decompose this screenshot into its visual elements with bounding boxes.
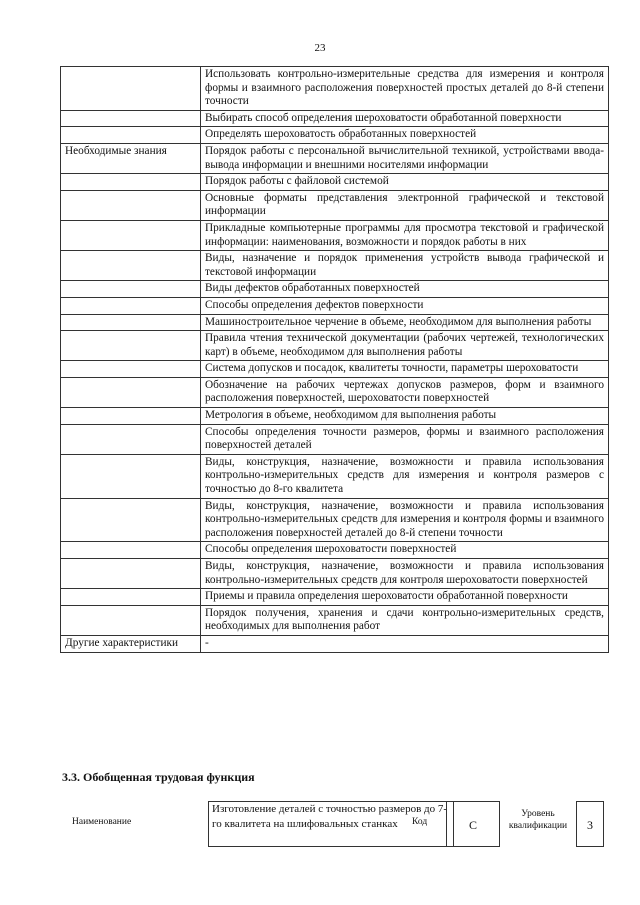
row-label bbox=[61, 605, 201, 635]
code-value: C bbox=[446, 801, 500, 847]
row-text: Обозначение на рабочих чертежах допусков размеров, форм и взаимного расположения поверхностей, шероховатости поверхностей bbox=[201, 377, 609, 407]
row-label bbox=[61, 220, 201, 250]
knowledge-row bbox=[61, 454, 609, 498]
row-text: Порядок работы с файловой системой bbox=[201, 174, 609, 191]
knowledge-row bbox=[61, 589, 609, 606]
row-text: Виды, назначение и порядок применения устройств вывода графической и текстовой информации bbox=[201, 251, 609, 281]
other-characteristics-row bbox=[61, 635, 609, 652]
row-label bbox=[61, 251, 201, 281]
skills-knowledge-table bbox=[60, 66, 609, 653]
row-label bbox=[61, 559, 201, 589]
row-label bbox=[61, 174, 201, 191]
knowledge-row bbox=[61, 605, 609, 635]
row-label bbox=[61, 377, 201, 407]
row-label bbox=[61, 314, 201, 331]
row-text: Способы определения дефектов поверхности bbox=[201, 297, 609, 314]
function-summary-row bbox=[62, 797, 610, 849]
knowledge-row bbox=[61, 408, 609, 425]
row-label bbox=[61, 190, 201, 220]
row-text: Основные форматы представления электронной графической и текстовой информации bbox=[201, 190, 609, 220]
knowledge-row bbox=[61, 331, 609, 361]
knowledge-row bbox=[61, 220, 609, 250]
row-label bbox=[61, 408, 201, 425]
row-label bbox=[61, 281, 201, 298]
row-label bbox=[61, 110, 201, 127]
row-text: Определять шероховатость обработанных поверхностей bbox=[201, 127, 609, 144]
row-text: Порядок получения, хранения и сдачи контрольно-измерительных средств, необходимых для выполнения работ bbox=[201, 605, 609, 635]
row-label bbox=[61, 331, 201, 361]
table-row bbox=[61, 110, 609, 127]
knowledge-row bbox=[61, 498, 609, 542]
knowledge-row bbox=[61, 314, 609, 331]
row-text: Система допусков и посадок, квалитеты точности, параметры шероховатости bbox=[201, 361, 609, 378]
row-label: Необходимые знания bbox=[61, 143, 201, 173]
knowledge-row bbox=[61, 424, 609, 454]
knowledge-row bbox=[61, 143, 609, 173]
knowledge-row bbox=[61, 281, 609, 298]
page-number: 23 bbox=[314, 42, 326, 54]
row-text: Способы определения шероховатости поверхностей bbox=[201, 542, 609, 559]
row-text: Прикладные компьютерные программы для просмотра текстовой и графической информации: наименования, возможности и порядок работы в них bbox=[201, 220, 609, 250]
level-label: Уровень квалификации bbox=[508, 809, 568, 831]
row-text: Порядок работы с персональной вычислительной техникой, устройствами ввода-вывода информации и внешними носителями информации bbox=[201, 143, 609, 173]
row-label bbox=[61, 542, 201, 559]
row-text: Способы определения точности размеров, формы и взаимного расположения поверхностей деталей bbox=[201, 424, 609, 454]
section-heading: 3.3. Обобщенная трудовая функция bbox=[62, 770, 255, 784]
knowledge-row bbox=[61, 361, 609, 378]
row-label bbox=[61, 127, 201, 144]
row-label bbox=[61, 498, 201, 542]
row-text: Виды, конструкция, назначение, возможности и правила использования контрольно-измерительных средств для измерения и контроля формы и взаимного расположения поверхностей деталей до 8-й степени точности bbox=[201, 498, 609, 542]
other-label: Другие характеристики bbox=[61, 635, 201, 652]
knowledge-row bbox=[61, 190, 609, 220]
name-value: Изготовление деталей с точностью размеров до 7-го квалитета на шлифовальных станках bbox=[208, 801, 454, 847]
row-label bbox=[61, 67, 201, 111]
row-label bbox=[61, 297, 201, 314]
row-text: Правила чтения технической документации (рабочих чертежей, технологических карт) в объеме, необходимом для выполнения работы bbox=[201, 331, 609, 361]
knowledge-row bbox=[61, 542, 609, 559]
row-text: Выбирать способ определения шероховатости обработанной поверхности bbox=[201, 110, 609, 127]
level-value: 3 bbox=[576, 801, 604, 847]
row-text: Машиностроительное черчение в объеме, необходимом для выполнения работы bbox=[201, 314, 609, 331]
row-label bbox=[61, 361, 201, 378]
knowledge-row bbox=[61, 559, 609, 589]
row-text: Использовать контрольно-измерительные средства для измерения и контроля формы и взаимного расположения поверхностей простых деталей до 8-й степени точности bbox=[201, 67, 609, 111]
row-label bbox=[61, 424, 201, 454]
knowledge-row bbox=[61, 297, 609, 314]
row-text: Виды, конструкция, назначение, возможности и правила использования контрольно-измерительных средств для измерения и контроля размеров с точностью до 8-го квалитета bbox=[201, 454, 609, 498]
name-label: Наименование bbox=[72, 817, 132, 827]
knowledge-row bbox=[61, 251, 609, 281]
code-label: Код bbox=[412, 817, 428, 827]
knowledge-row bbox=[61, 377, 609, 407]
row-text: Метрология в объеме, необходимом для выполнения работы bbox=[201, 408, 609, 425]
row-label bbox=[61, 589, 201, 606]
table-row bbox=[61, 127, 609, 144]
table-row bbox=[61, 67, 609, 111]
row-text: Виды дефектов обработанных поверхностей bbox=[201, 281, 609, 298]
knowledge-row bbox=[61, 174, 609, 191]
row-label bbox=[61, 454, 201, 498]
other-value: - bbox=[201, 635, 609, 652]
row-text: Приемы и правила определения шероховатости обработанной поверхности bbox=[201, 589, 609, 606]
row-text: Виды, конструкция, назначение, возможности и правила использования контрольно-измерительных средств для контроля шероховатости поверхностей bbox=[201, 559, 609, 589]
